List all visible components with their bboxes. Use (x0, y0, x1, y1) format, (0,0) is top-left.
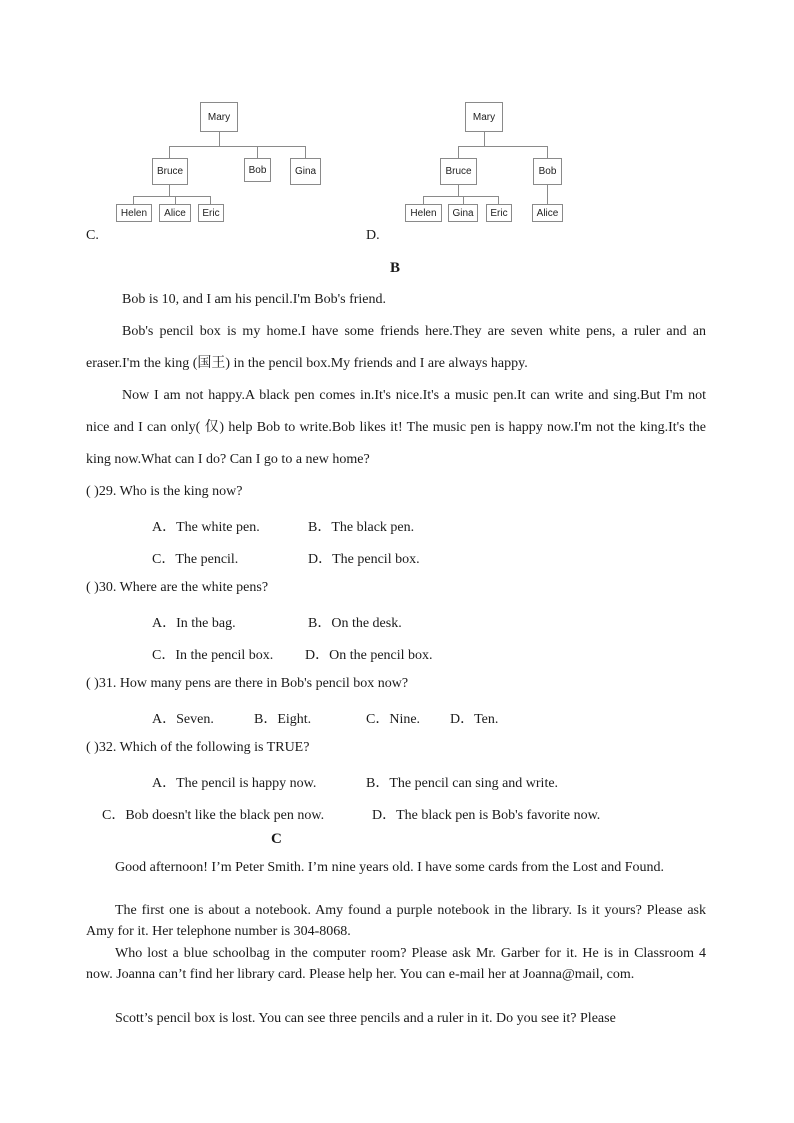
section-c-paragraph-4 (86, 1008, 706, 1029)
paragraph-text: The first one is about a notebook. Amy found a purple notebook in the library. Is it yours? Please ask Amy for it. Her telephone number is 304-8068. (86, 903, 706, 939)
option-32d: D．The black pen is Bob's favorite now. (372, 808, 601, 823)
connector (423, 196, 499, 197)
option-29d: D．The pencil box. (308, 552, 420, 567)
paragraph-text: Bob is 10, and I am his pencil.I'm Bob's friend. (122, 292, 387, 307)
option-30c: C．In the pencil box. (152, 648, 274, 663)
option-31a: A．Seven. (152, 712, 214, 727)
tree-d-leaf: Helen (405, 204, 442, 222)
connector (547, 185, 548, 204)
paragraph-text: Who lost a blue schoolbag in the computer room? Please ask Mr. Garber for it. He is in Classroom 4 now. Joanna can’t find her library card. Please help her. You can e-mail her at Joanna@mail, com. (86, 946, 706, 982)
section-b-title: B (390, 260, 401, 276)
question-32: ( )32. Which of the following is TRUE? (86, 740, 310, 755)
tree-c-leaf: Alice (159, 204, 191, 222)
tree-d-leaf: Gina (448, 204, 478, 222)
option-30a: A．In the bag. (152, 616, 236, 631)
option-30b: B．On the desk. (308, 616, 402, 631)
tree-d-root: Mary (465, 102, 503, 132)
option-32c: C．Bob doesn't like the black pen now. (102, 808, 325, 823)
paragraph-text: Good afternoon! I’m Peter Smith. I’m nine years old. I have some cards from the Lost and Found. (115, 860, 664, 875)
tree-d-leaf: Eric (486, 204, 512, 222)
connector (458, 185, 459, 196)
section-c-paragraph-1 (86, 857, 706, 878)
option-32a: A．The pencil is happy now. (152, 776, 317, 791)
option-29b: B．The black pen. (308, 520, 415, 535)
tree-c-node: Bruce (152, 158, 188, 185)
section-c-paragraph-3 (86, 943, 706, 985)
option-31d: D．Ten. (450, 712, 499, 727)
connector (458, 146, 459, 158)
tree-c-root: Mary (200, 102, 238, 132)
option-29a: A．The white pen. (152, 520, 260, 535)
connector (305, 146, 306, 158)
question-30: ( )30. Where are the white pens? (86, 580, 269, 595)
tree-d-node: Bob (533, 158, 562, 185)
question-29: ( )29. Who is the king now? (86, 484, 243, 499)
connector (133, 196, 134, 204)
paragraph-text: Now I am not happy.A black pen comes in.It's nice.It's a music pen.It can write and sing.But I'm not nice and I can only( 仅) help Bob to write.Bob likes it! The music pen is happy now.I'm not the king.It's the king now.What can I do? Can I go to a new home? (86, 388, 706, 467)
connector (484, 132, 485, 146)
option-30d: D．On the pencil box. (305, 648, 433, 663)
tree-d-leaf: Alice (532, 204, 563, 222)
connector (463, 196, 464, 204)
option-label-c: C. (86, 228, 99, 243)
tree-c-node: Bob (244, 158, 271, 182)
tree-d-node: Bruce (440, 158, 477, 185)
tree-c-node: Gina (290, 158, 321, 185)
option-32b: B．The pencil can sing and write. (366, 776, 559, 791)
section-b-paragraph-1 (86, 284, 706, 316)
option-31c: C．Nine. (366, 712, 421, 727)
connector (458, 146, 548, 147)
connector (169, 146, 170, 158)
option-29c: C．The pencil. (152, 552, 239, 567)
section-c-paragraph-2 (86, 900, 706, 942)
connector (547, 146, 548, 158)
connector (210, 196, 211, 204)
section-c-title: C (271, 831, 282, 847)
connector (423, 196, 424, 204)
connector (169, 146, 306, 147)
connector (257, 146, 258, 158)
paragraph-text: Scott’s pencil box is lost. You can see three pencils and a ruler in it. Do you see it? Please (115, 1011, 616, 1026)
section-b-paragraph-3 (86, 380, 706, 476)
connector (133, 196, 211, 197)
connector (219, 132, 220, 146)
option-31b: B．Eight. (254, 712, 312, 727)
option-label-d: D. (366, 228, 380, 243)
connector (498, 196, 499, 204)
tree-c-leaf: Helen (116, 204, 152, 222)
connector (169, 185, 170, 196)
question-31: ( )31. How many pens are there in Bob's pencil box now? (86, 676, 409, 691)
paragraph-text: Bob's pencil box is my home.I have some friends here.They are seven white pens, a ruler and an eraser.I'm the king (国王) in the pencil box.My friends and I are always happy. (86, 324, 706, 371)
section-b-paragraph-2 (86, 316, 706, 380)
tree-c-leaf: Eric (198, 204, 224, 222)
connector (175, 196, 176, 204)
